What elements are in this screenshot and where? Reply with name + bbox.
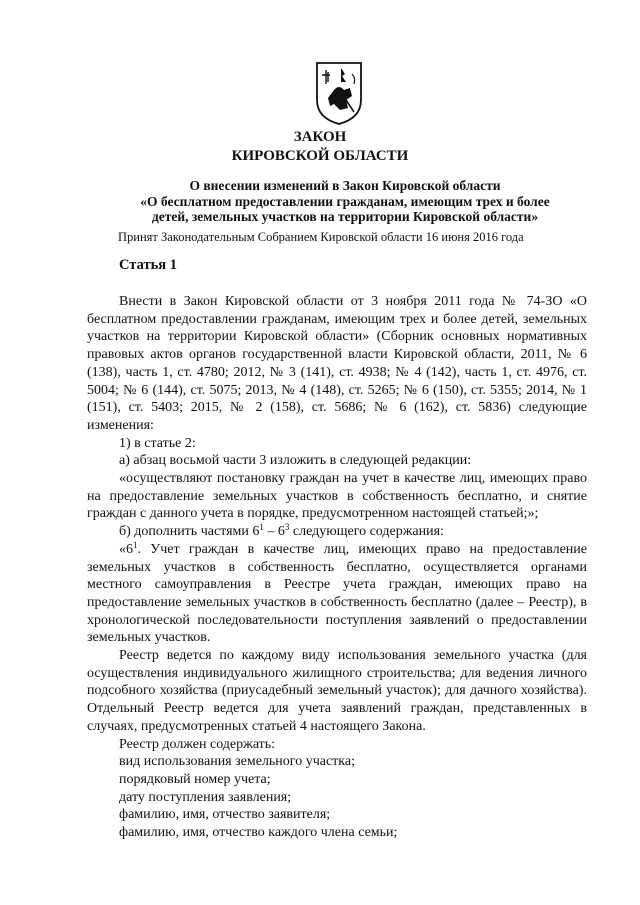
coat-of-arms-emblem (314, 60, 364, 126)
text-run: «6 (119, 541, 133, 557)
list-item: дату поступления заявления; (119, 789, 292, 805)
adoption-note: Принят Законодательным Собранием Кировской области 16 июня 2016 года (118, 230, 524, 244)
list-item: порядковый номер учета; (119, 771, 271, 787)
paragraph (87, 523, 587, 541)
paragraph: Внести в Закон Кировской области от 3 ноября 2011 года № 74-ЗО «О бесплатном предоставлении гражданам, имеющим трех и более детей, земельных участков на территории Кировской области» (Сборник основных нормативных правовых актов органов государственной власти Кировской области, 2011, № 6 (138), часть 1, ст. 4780; 2012, № 3 (141), ст. 4938; № 4 (142), часть 1, ст. 4976, ст. 5004; № 6 (144), ст. 5075; 2013, № 4 (148), ст. 5265; № 6 (150), ст. 5355; 2014, № 1 (151), ст. 5403; 2015, № 2 (158), ст. 5686; № 6 (162), ст. 5836) следующие изменения: (87, 294, 587, 433)
text-run: . Учет граждан в качестве лиц, имеющих право на предоставление земельных участков в собственность бесплатно, осуществляется органами местного самоуправления в Реестре учета граждан, имеющих право на предоставление земельных участков в собственность бесплатно (далее – Реестр), в хронологической последовательности поступления заявлений о предоставлении земельных участков. (87, 541, 587, 646)
paragraph: 1) в статье 2: (119, 435, 196, 451)
list-item: вид использования земельного участка; (119, 754, 355, 770)
subtitle-line: «О бесплатном предоставлении гражданам, имеющим трех и более (140, 193, 550, 209)
paragraph (87, 541, 587, 647)
subtitle-line: детей, земельных участков на территории Кировской области» (151, 209, 539, 224)
paragraph: Реестр должен содержать: (119, 736, 276, 752)
text-run: б) дополнить частями 6 (119, 524, 260, 540)
list-item: фамилию, имя, отчество каждого члена семьи; (119, 825, 398, 841)
superscript: 1 (259, 522, 264, 533)
text-run: следующего содержания: (289, 524, 444, 540)
text-run: – 6 (263, 524, 285, 540)
superscript: 1 (133, 539, 138, 550)
law-subtitle (110, 178, 580, 225)
superscript: 3 (284, 522, 290, 533)
subtitle-line: О внесении изменений в Закон Кировской области (189, 178, 501, 193)
paragraph: а) абзац восьмой части 3 изложить в следующей редакции: (119, 453, 472, 469)
region-title: КИРОВСКОЙ ОБЛАСТИ (231, 148, 409, 164)
article-heading: Статья 1 (119, 257, 177, 273)
list-item: фамилию, имя, отчество заявителя; (119, 807, 331, 823)
paragraph: Реестр ведется по каждому виду использования земельного участка (для осуществления индивидуального жилищного строительства; для ведения личного подсобного хозяйства (приусадебный земельный участок); для дачного хозяйства). Отдельный Реестр ведется для учета заявлений граждан, представленных в случаях, предусмотренных статьей 4 настоящего Закона. (87, 648, 587, 734)
document-body (87, 293, 587, 842)
paragraph: «осуществляют постановку граждан на учет в качестве лиц, имеющих право на предоставление земельных участков в собственность бесплатно, и снятие граждан с данного учета в порядке, предусмотренном настоящей статьей;»; (87, 471, 587, 522)
law-title: ЗАКОН (293, 129, 347, 145)
